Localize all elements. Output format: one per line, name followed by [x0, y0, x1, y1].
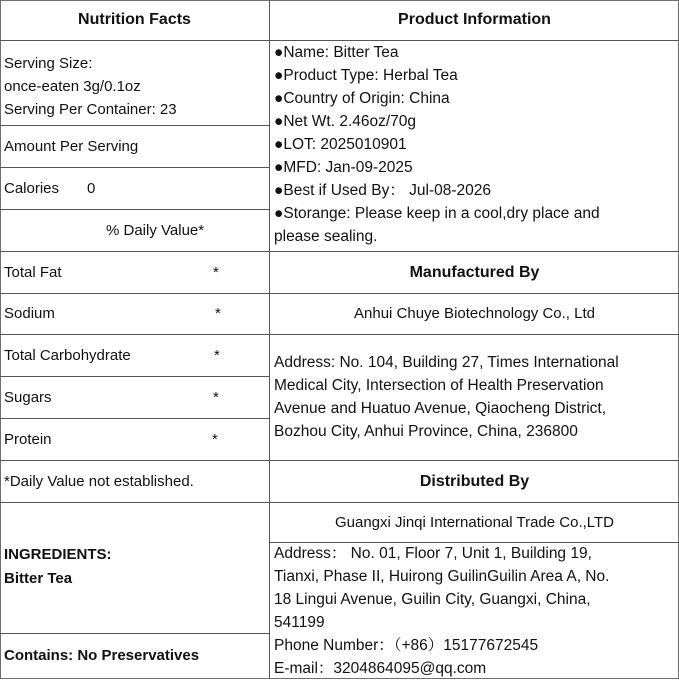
country-of-origin: ●Country of Origin: China: [274, 90, 450, 107]
distributor-address-line: Tianxi, Phase II, Huirong GuilinGuilin Area A, No.: [274, 568, 610, 585]
nutrient-value-total-carbohydrate: *: [214, 346, 220, 364]
nutrient-value-total-fat: *: [213, 263, 219, 281]
serving-size-label: Serving Size:: [4, 55, 93, 72]
storage-instructions-cont: please sealing.: [274, 228, 378, 245]
manufacture-date: ●MFD: Jan-09-2025: [274, 159, 413, 176]
serving-per-container: Serving Per Container: 23: [4, 101, 177, 118]
manufacturer-address-line: Address: No. 104, Building 27, Times International: [274, 354, 619, 371]
calories-label: Calories: [4, 179, 60, 197]
contains-statement: Contains: No Preservatives: [4, 647, 200, 664]
distributor-name: Guangxi Jinqi International Trade Co.,LTD: [334, 513, 615, 531]
nutrient-label-protein: Protein: [4, 430, 52, 448]
manufacturer-address: [274, 351, 677, 443]
product-type: ●Product Type: Herbal Tea: [274, 67, 458, 84]
manufacturer-name: Anhui Chuye Biotechnology Co., Ltd: [354, 305, 595, 322]
divider: [270, 334, 679, 335]
nutrient-label-sodium: Sodium: [4, 305, 55, 322]
storage-instructions: ●Storange: Please keep in a cool,dry place and: [274, 205, 600, 222]
ingredients-label: INGREDIENTS:: [4, 546, 112, 563]
ingredients-block: [4, 543, 266, 591]
lot-number: ●LOT: 2025010901: [274, 136, 407, 153]
distributor-phone: Phone Number：（+86）15177672545: [274, 637, 539, 654]
amount-per-serving: Amount Per Serving: [4, 137, 139, 155]
distributor-address-line: 18 Lingui Avenue, Guilin City, Guangxi, China,: [274, 591, 591, 608]
manufacturer-address-line: Bozhou City, Anhui Province, China, 236800: [274, 423, 578, 440]
distributor-details: [274, 542, 677, 680]
column-divider: [269, 0, 270, 679]
calories-value: 0: [87, 179, 96, 197]
nutrition-facts-header: Nutrition Facts: [78, 11, 191, 28]
nutrient-label-total-fat: Total Fat: [4, 263, 62, 281]
best-before-date: ●Best if Used By： Jul-08-2026: [274, 182, 491, 199]
nutrient-label-total-carbohydrate: Total Carbohydrate: [4, 346, 131, 364]
daily-value-header: % Daily Value*: [106, 221, 205, 239]
serving-size-value: once-eaten 3g/0.1oz: [4, 78, 141, 95]
nutrient-value-sugars: *: [213, 388, 219, 406]
ingredients-value: Bitter Tea: [4, 570, 73, 587]
distributor-address-line: Address： No. 01, Floor 7, Unit 1, Building 19,: [274, 545, 592, 562]
product-name: ●Name: Bitter Tea: [274, 44, 399, 61]
nutrient-value-sodium: *: [215, 305, 221, 322]
divider: [0, 40, 269, 41]
product-information-header: Product Information: [398, 11, 551, 28]
net-weight: ●Net Wt. 2.46oz/70g: [274, 113, 417, 130]
daily-value-footnote: *Daily Value not established.: [4, 472, 194, 490]
serving-info: [4, 52, 266, 121]
nutrient-label-sugars: Sugars: [4, 388, 52, 406]
manufactured-by-header: Manufactured By: [409, 263, 540, 281]
manufacturer-address-line: Medical City, Intersection of Health Preservation: [274, 377, 604, 394]
calories-row: [4, 168, 266, 209]
manufacturer-address-line: Avenue and Huatuo Avenue, Qiaocheng District,: [274, 400, 607, 417]
distributor-address-line: 541199: [274, 614, 325, 631]
divider: [0, 502, 269, 503]
distributed-by-header: Distributed By: [419, 472, 530, 490]
distributor-email: E-mail：3204864095@qq.com: [274, 660, 487, 677]
product-info-list: [274, 41, 677, 248]
nutrient-value-protein: *: [212, 430, 218, 448]
